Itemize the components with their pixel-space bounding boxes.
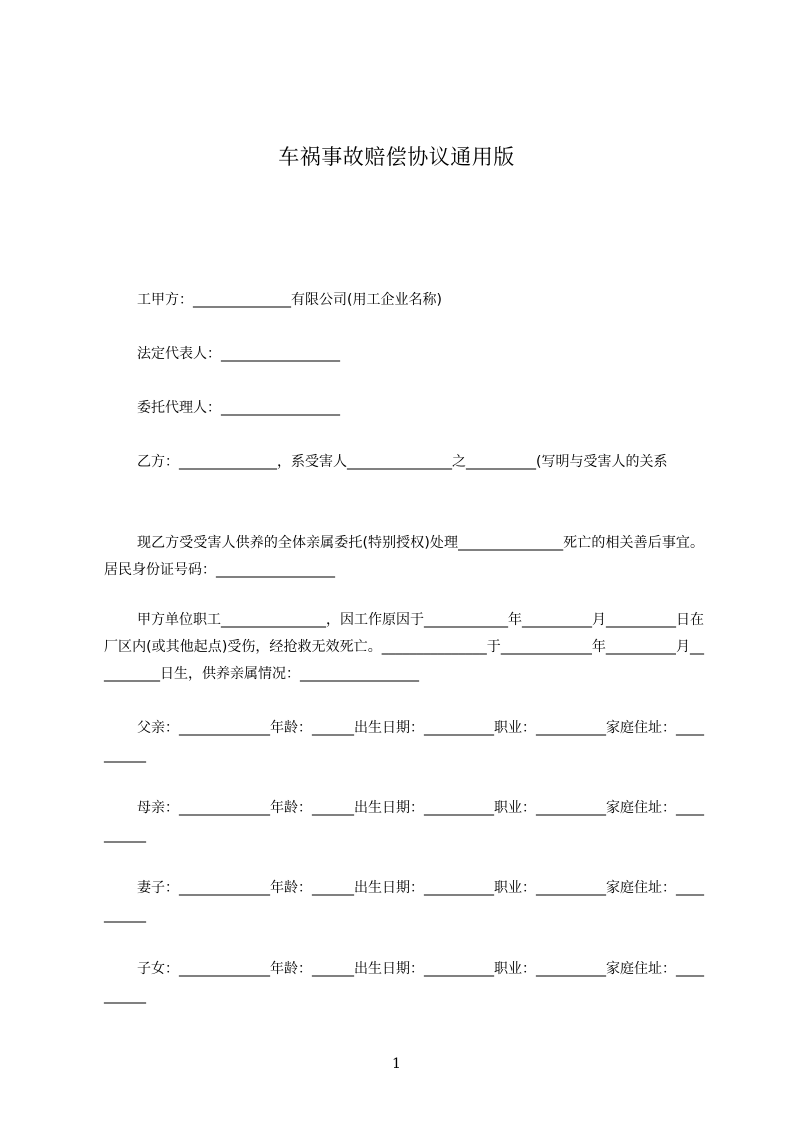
page-number: 1 [392,1056,401,1072]
children-info-paragraph: 子女：_____________年龄：______出生日期：__________职业：__________家庭住址：__________ [104,961,704,1004]
legal-representative-line: 法定代表人：_________________ [137,346,340,362]
party-b-paragraph: 乙方：______________，系受害人_______________之__________(写明与受害人的关系 [137,454,668,470]
mother-info-paragraph: 母亲：_____________年龄：______出生日期：__________职业：__________家庭住址：__________ [104,800,704,843]
document-title: 车祸事故赔偿协议通用版 [278,145,515,169]
authorized-agent-line: 委托代理人：_________________ [137,400,340,416]
party-a-line: 工甲方：______________有限公司(用工企业名称) [137,292,442,308]
father-info-paragraph: 父亲：_____________年龄：______出生日期：__________职业：__________家庭住址：__________ [104,720,704,763]
entrustment-paragraph: 现乙方受受害人供养的全体亲属委托(特别授权)处理_______________死亡的相关善后事宜。居民身份证号码：_________________ [104,535,704,578]
spouse-info-paragraph: 妻子：_____________年龄：______出生日期：__________职业：__________家庭住址：__________ [104,880,704,923]
incident-paragraph: 甲方单位职工_______________，因工作原因于____________年__________月__________日在厂区内(或其他起点)受伤，经抢救无效死亡。_______________于_____________年__________月__________日生，供养亲属情况：_________________ [104,612,704,682]
